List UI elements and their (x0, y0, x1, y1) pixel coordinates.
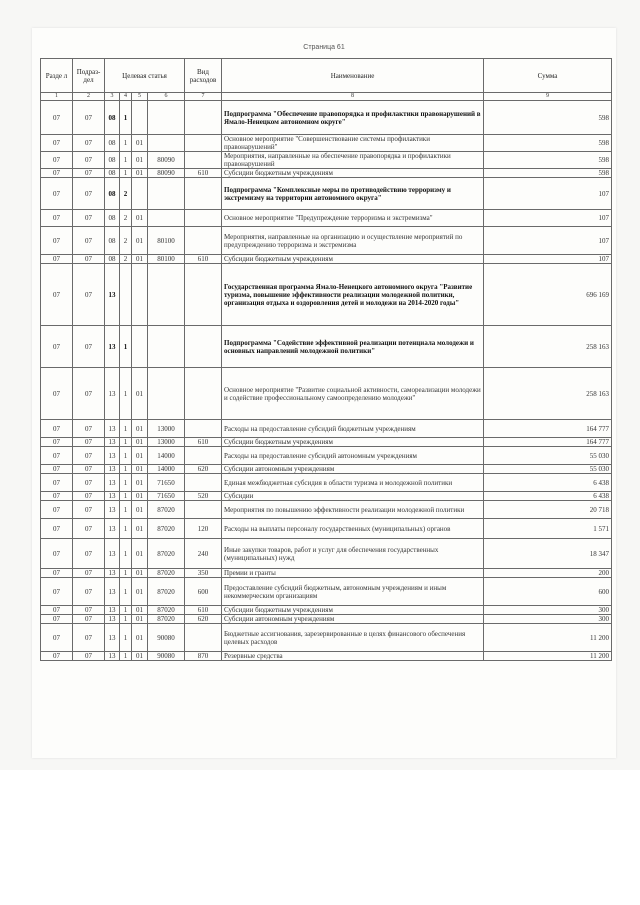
cell-direction (148, 101, 185, 135)
cell-event: 01 (132, 519, 148, 539)
table-row (41, 326, 612, 368)
cell-vid: 610 (185, 169, 222, 178)
col-number: 2 (73, 93, 105, 101)
cell-name: Мероприятия по повышению эффективности реализации молодежной политики (222, 501, 484, 519)
cell-vid: 600 (185, 578, 222, 606)
cell-name: Субсидии автономным учреждениям (222, 465, 484, 474)
cell-name: Иные закупки товаров, работ и услуг для обеспечения государственных (муниципальных) нужд (222, 539, 484, 569)
cell-event: 01 (132, 578, 148, 606)
cell-vid (185, 326, 222, 368)
cell-podrazdel: 07 (73, 539, 105, 569)
col-number: 8 (222, 93, 484, 101)
cell-subprogram: 2 (120, 227, 132, 255)
cell-name: Подпрограмма "Содействие эффективной реализации потенциала молодежи и основных направлений молодежной политики" (222, 326, 484, 368)
cell-direction: 87020 (148, 569, 185, 578)
cell-podrazdel: 07 (73, 519, 105, 539)
cell-name: Основное мероприятие "Совершенствование системы профилактики правонарушений" (222, 135, 484, 152)
cell-subprogram: 1 (120, 569, 132, 578)
cell-podrazdel: 07 (73, 652, 105, 661)
cell-event: 01 (132, 255, 148, 264)
cell-direction: 71650 (148, 474, 185, 492)
cell-event: 01 (132, 169, 148, 178)
cell-program: 13 (105, 539, 120, 569)
cell-direction: 80100 (148, 227, 185, 255)
cell-podrazdel: 07 (73, 492, 105, 501)
column-number-row (41, 93, 612, 101)
cell-vid: 610 (185, 606, 222, 615)
cell-summa: 164 777 (484, 438, 612, 447)
header-name: Наименование (222, 59, 484, 93)
cell-subprogram: 2 (120, 255, 132, 264)
cell-summa: 598 (484, 101, 612, 135)
cell-podrazdel: 07 (73, 606, 105, 615)
cell-name: Подпрограмма "Комплексные меры по противодействию терроризму и экстремизму на территории автономного округа" (222, 178, 484, 210)
page-number: Страница 61 (303, 44, 345, 51)
cell-razdel: 07 (41, 615, 73, 624)
cell-event: 01 (132, 447, 148, 465)
budget-table (40, 58, 612, 661)
table-row (41, 135, 612, 152)
col-number: 1 (41, 93, 73, 101)
cell-podrazdel: 07 (73, 178, 105, 210)
cell-name: Субсидии бюджетным учреждениям (222, 438, 484, 447)
cell-subprogram: 1 (120, 465, 132, 474)
table-row (41, 255, 612, 264)
cell-name: Основное мероприятие "Предупреждение терроризма и экстремизма" (222, 210, 484, 227)
table-row (41, 615, 612, 624)
cell-vid (185, 101, 222, 135)
cell-vid (185, 474, 222, 492)
cell-event: 01 (132, 227, 148, 255)
cell-event: 01 (132, 615, 148, 624)
cell-program: 08 (105, 210, 120, 227)
table-row (41, 474, 612, 492)
cell-summa: 6 438 (484, 474, 612, 492)
table-row (41, 465, 612, 474)
cell-podrazdel: 07 (73, 326, 105, 368)
cell-vid (185, 501, 222, 519)
cell-podrazdel: 07 (73, 578, 105, 606)
cell-name: Основное мероприятие "Развитие социальной активности, самореализации молодежи и содействие профессиональному самоопределению молодежи" (222, 368, 484, 420)
cell-summa: 696 169 (484, 264, 612, 326)
cell-vid (185, 152, 222, 169)
cell-vid: 240 (185, 539, 222, 569)
cell-event: 01 (132, 606, 148, 615)
cell-summa: 11 200 (484, 652, 612, 661)
cell-razdel: 07 (41, 135, 73, 152)
table-row (41, 539, 612, 569)
cell-vid (185, 420, 222, 438)
cell-event (132, 101, 148, 135)
cell-summa: 6 438 (484, 492, 612, 501)
cell-summa: 20 718 (484, 501, 612, 519)
cell-subprogram: 2 (120, 210, 132, 227)
cell-name: Бюджетные ассигнования, зарезервированные в целях финансового обеспечения целевых расходов (222, 624, 484, 652)
col-number: 5 (132, 93, 148, 101)
cell-podrazdel: 07 (73, 447, 105, 465)
cell-subprogram: 1 (120, 438, 132, 447)
cell-program: 13 (105, 624, 120, 652)
cell-subprogram: 1 (120, 135, 132, 152)
cell-podrazdel: 07 (73, 569, 105, 578)
cell-direction (148, 264, 185, 326)
cell-subprogram: 1 (120, 152, 132, 169)
cell-event: 01 (132, 474, 148, 492)
cell-event: 01 (132, 152, 148, 169)
cell-direction: 71650 (148, 492, 185, 501)
cell-summa: 598 (484, 152, 612, 169)
cell-event: 01 (132, 539, 148, 569)
cell-program: 13 (105, 492, 120, 501)
cell-name: Субсидии бюджетным учреждениям (222, 169, 484, 178)
cell-program: 08 (105, 169, 120, 178)
cell-vid: 120 (185, 519, 222, 539)
table-row (41, 169, 612, 178)
cell-summa: 55 030 (484, 465, 612, 474)
cell-vid: 870 (185, 652, 222, 661)
cell-subprogram: 1 (120, 169, 132, 178)
cell-name: Мероприятия, направленные на организацию и осуществление мероприятий по предупреждению терроризма и экстремизма (222, 227, 484, 255)
cell-razdel: 07 (41, 152, 73, 169)
cell-vid (185, 178, 222, 210)
cell-subprogram: 1 (120, 474, 132, 492)
cell-event: 01 (132, 492, 148, 501)
cell-event: 01 (132, 210, 148, 227)
cell-program: 13 (105, 606, 120, 615)
cell-name: Субсидии автономным учреждениям (222, 615, 484, 624)
cell-podrazdel: 07 (73, 264, 105, 326)
cell-razdel: 07 (41, 569, 73, 578)
cell-vid (185, 135, 222, 152)
cell-summa: 598 (484, 135, 612, 152)
cell-razdel: 07 (41, 652, 73, 661)
cell-program: 13 (105, 569, 120, 578)
cell-event: 01 (132, 501, 148, 519)
cell-summa: 107 (484, 210, 612, 227)
cell-direction: 13000 (148, 438, 185, 447)
cell-name: Предоставление субсидий бюджетным, автономным учреждениям и иным некоммерческим организациям (222, 578, 484, 606)
cell-summa: 107 (484, 178, 612, 210)
col-number: 6 (148, 93, 185, 101)
cell-name: Единая межбюджетная субсидия в области туризма и молодежной политики (222, 474, 484, 492)
cell-razdel: 07 (41, 227, 73, 255)
cell-razdel: 07 (41, 101, 73, 135)
cell-razdel: 07 (41, 465, 73, 474)
col-number: 7 (185, 93, 222, 101)
cell-summa: 598 (484, 169, 612, 178)
cell-razdel: 07 (41, 210, 73, 227)
cell-subprogram: 1 (120, 615, 132, 624)
table-row (41, 152, 612, 169)
cell-program: 13 (105, 447, 120, 465)
cell-summa: 300 (484, 606, 612, 615)
cell-podrazdel: 07 (73, 615, 105, 624)
cell-razdel: 07 (41, 624, 73, 652)
cell-direction: 80090 (148, 169, 185, 178)
cell-program: 08 (105, 227, 120, 255)
cell-podrazdel: 07 (73, 152, 105, 169)
cell-razdel: 07 (41, 492, 73, 501)
cell-event (132, 326, 148, 368)
cell-podrazdel: 07 (73, 169, 105, 178)
table-row (41, 264, 612, 326)
cell-razdel: 07 (41, 519, 73, 539)
cell-vid (185, 227, 222, 255)
cell-vid: 350 (185, 569, 222, 578)
cell-subprogram: 1 (120, 420, 132, 438)
table-row (41, 420, 612, 438)
table-row (41, 447, 612, 465)
cell-subprogram: 1 (120, 624, 132, 652)
cell-razdel: 07 (41, 578, 73, 606)
cell-subprogram: 1 (120, 447, 132, 465)
cell-podrazdel: 07 (73, 438, 105, 447)
cell-event: 01 (132, 624, 148, 652)
cell-summa: 258 163 (484, 326, 612, 368)
cell-razdel: 07 (41, 606, 73, 615)
cell-razdel: 07 (41, 368, 73, 420)
cell-direction: 13000 (148, 420, 185, 438)
cell-podrazdel: 07 (73, 465, 105, 474)
cell-podrazdel: 07 (73, 101, 105, 135)
cell-direction (148, 178, 185, 210)
cell-razdel: 07 (41, 178, 73, 210)
cell-podrazdel: 07 (73, 227, 105, 255)
cell-event: 01 (132, 465, 148, 474)
cell-direction: 80100 (148, 255, 185, 264)
cell-direction: 80090 (148, 152, 185, 169)
table-row (41, 210, 612, 227)
cell-event (132, 264, 148, 326)
cell-event: 01 (132, 420, 148, 438)
cell-direction: 87020 (148, 519, 185, 539)
cell-subprogram: 1 (120, 539, 132, 569)
cell-program: 08 (105, 152, 120, 169)
cell-name: Премии и гранты (222, 569, 484, 578)
cell-direction: 14000 (148, 465, 185, 474)
cell-vid: 610 (185, 438, 222, 447)
cell-program: 13 (105, 501, 120, 519)
cell-vid (185, 264, 222, 326)
cell-name: Субсидии бюджетным учреждениям (222, 255, 484, 264)
cell-name: Расходы на выплаты персоналу государственных (муниципальных) органов (222, 519, 484, 539)
cell-program: 13 (105, 465, 120, 474)
cell-podrazdel: 07 (73, 210, 105, 227)
cell-program: 13 (105, 519, 120, 539)
cell-direction: 87020 (148, 606, 185, 615)
cell-name: Субсидии бюджетным учреждениям (222, 606, 484, 615)
table-row (41, 438, 612, 447)
header-podrazdel: Подраз- дел (73, 59, 105, 93)
cell-event: 01 (132, 368, 148, 420)
cell-summa: 300 (484, 615, 612, 624)
cell-vid (185, 368, 222, 420)
cell-program: 08 (105, 135, 120, 152)
header-vid: Вид расходов (185, 59, 222, 93)
cell-razdel: 07 (41, 326, 73, 368)
cell-summa: 107 (484, 227, 612, 255)
cell-program: 13 (105, 474, 120, 492)
cell-podrazdel: 07 (73, 501, 105, 519)
table-row (41, 492, 612, 501)
cell-direction (148, 368, 185, 420)
cell-program: 08 (105, 101, 120, 135)
cell-vid (185, 447, 222, 465)
cell-event: 01 (132, 652, 148, 661)
cell-program: 13 (105, 368, 120, 420)
cell-program: 13 (105, 652, 120, 661)
col-number: 9 (484, 93, 612, 101)
cell-podrazdel: 07 (73, 624, 105, 652)
cell-summa: 55 030 (484, 447, 612, 465)
col-number: 3 (105, 93, 120, 101)
cell-vid (185, 624, 222, 652)
table-row (41, 578, 612, 606)
cell-razdel: 07 (41, 447, 73, 465)
table-row (41, 501, 612, 519)
cell-direction (148, 326, 185, 368)
cell-vid: 610 (185, 255, 222, 264)
cell-summa: 200 (484, 569, 612, 578)
cell-name: Субсидии (222, 492, 484, 501)
cell-direction: 90080 (148, 652, 185, 661)
cell-subprogram (120, 264, 132, 326)
cell-program: 13 (105, 615, 120, 624)
cell-event (132, 178, 148, 210)
cell-podrazdel: 07 (73, 135, 105, 152)
cell-summa: 18 347 (484, 539, 612, 569)
cell-subprogram: 1 (120, 578, 132, 606)
cell-event: 01 (132, 438, 148, 447)
cell-event: 01 (132, 569, 148, 578)
table-row (41, 624, 612, 652)
cell-summa: 1 571 (484, 519, 612, 539)
cell-direction: 87020 (148, 501, 185, 519)
table-row (41, 178, 612, 210)
table-row (41, 652, 612, 661)
cell-summa: 600 (484, 578, 612, 606)
cell-podrazdel: 07 (73, 474, 105, 492)
cell-event: 01 (132, 135, 148, 152)
table-row (41, 519, 612, 539)
cell-razdel: 07 (41, 264, 73, 326)
cell-program: 08 (105, 255, 120, 264)
cell-program: 08 (105, 178, 120, 210)
cell-summa: 258 163 (484, 368, 612, 420)
cell-razdel: 07 (41, 255, 73, 264)
cell-razdel: 07 (41, 501, 73, 519)
cell-razdel: 07 (41, 474, 73, 492)
cell-subprogram: 1 (120, 492, 132, 501)
table-row (41, 606, 612, 615)
cell-subprogram: 1 (120, 519, 132, 539)
cell-program: 13 (105, 264, 120, 326)
cell-podrazdel: 07 (73, 420, 105, 438)
cell-direction: 87020 (148, 578, 185, 606)
cell-name: Резервные средства (222, 652, 484, 661)
cell-razdel: 07 (41, 539, 73, 569)
cell-razdel: 07 (41, 420, 73, 438)
cell-podrazdel: 07 (73, 255, 105, 264)
document-sheet (32, 28, 616, 758)
cell-direction: 87020 (148, 615, 185, 624)
cell-name: Расходы на предоставление субсидий бюджетным учреждениям (222, 420, 484, 438)
cell-direction: 87020 (148, 539, 185, 569)
cell-subprogram: 1 (120, 326, 132, 368)
cell-name: Подпрограмма "Обеспечение правопорядка и профилактики правонарушений в Ямало-Ненецком автономном округе" (222, 101, 484, 135)
header-razdel: Разде л (41, 59, 73, 93)
cell-subprogram: 1 (120, 101, 132, 135)
cell-podrazdel: 07 (73, 368, 105, 420)
header-summa: Сумма (484, 59, 612, 93)
table-row (41, 368, 612, 420)
cell-program: 13 (105, 578, 120, 606)
table-row (41, 227, 612, 255)
cell-direction (148, 135, 185, 152)
cell-vid: 620 (185, 615, 222, 624)
cell-program: 13 (105, 326, 120, 368)
cell-vid (185, 210, 222, 227)
cell-subprogram: 1 (120, 606, 132, 615)
cell-name: Мероприятия, направленные на обеспечение правопорядка и профилактики правонарушений (222, 152, 484, 169)
cell-razdel: 07 (41, 169, 73, 178)
col-number: 4 (120, 93, 132, 101)
cell-direction: 90080 (148, 624, 185, 652)
cell-subprogram: 1 (120, 652, 132, 661)
cell-program: 13 (105, 438, 120, 447)
cell-subprogram: 1 (120, 368, 132, 420)
cell-summa: 164 777 (484, 420, 612, 438)
cell-name: Государственная программа Ямало-Ненецкого автономного округа "Развитие туризма, повышение эффективности реализации молодежной политики, организация отдыха и оздоровления детей и молодежи на 2014-2020 годы" (222, 264, 484, 326)
cell-summa: 11 200 (484, 624, 612, 652)
table-row (41, 101, 612, 135)
cell-direction (148, 210, 185, 227)
cell-vid: 520 (185, 492, 222, 501)
header-celevaya: Целевая статья (105, 59, 185, 93)
cell-program: 13 (105, 420, 120, 438)
cell-name: Расходы на предоставление субсидий автономным учреждениям (222, 447, 484, 465)
cell-subprogram: 1 (120, 501, 132, 519)
cell-summa: 107 (484, 255, 612, 264)
cell-direction: 14000 (148, 447, 185, 465)
cell-subprogram: 2 (120, 178, 132, 210)
cell-vid: 620 (185, 465, 222, 474)
table-row (41, 569, 612, 578)
cell-razdel: 07 (41, 438, 73, 447)
